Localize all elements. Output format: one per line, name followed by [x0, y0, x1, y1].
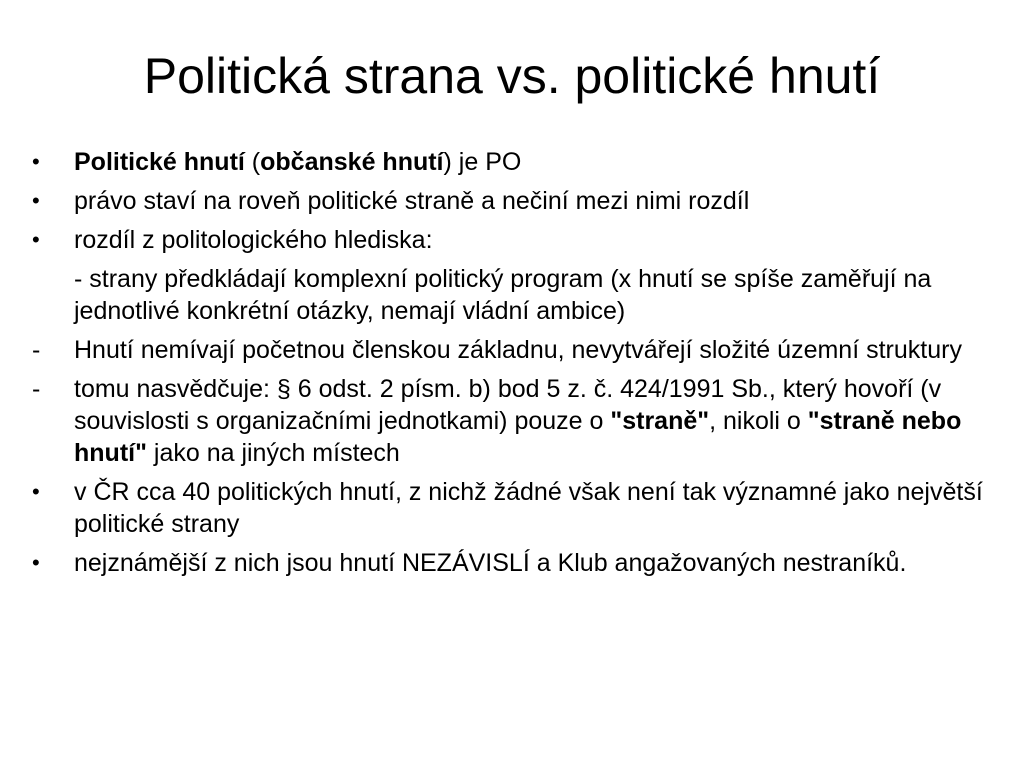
- text-run: ) je PO: [443, 148, 522, 176]
- bullet-marker: •: [32, 479, 40, 504]
- bullet-marker: •: [32, 550, 40, 575]
- bold-term: Politické hnutí: [74, 148, 245, 176]
- slide-title: Politická strana vs. politické hnutí: [143, 48, 881, 104]
- bold-term: občanské hnutí: [260, 148, 444, 176]
- dash-marker: -: [32, 375, 41, 403]
- list-item: [30, 334, 990, 366]
- bullet-marker: •: [32, 188, 40, 213]
- item-text: nejznámější z nich jsou hnutí NEZÁVISLÍ a Klub angažovaných nestraníků.: [74, 549, 907, 577]
- bullet-marker: •: [32, 227, 40, 252]
- item-text: [74, 375, 961, 467]
- text-run: , nikoli o: [709, 407, 808, 435]
- list-item: [30, 185, 990, 217]
- list-item: [30, 373, 990, 469]
- list-item: [30, 146, 990, 178]
- item-text: rozdíl z politologického hlediska:: [74, 226, 433, 254]
- item-text: právo staví na roveň politické straně a nečiní mezi nimi rozdíl: [74, 187, 750, 215]
- item-text: Hnutí nemívají početnou členskou základnu, nevytvářejí složité územní struktury: [74, 336, 962, 364]
- item-text: - strany předkládají komplexní politický program (x hnutí se spíše zaměřují na jednotlivé konkrétní otázky, nemají vládní ambice): [74, 265, 932, 325]
- list-item-continuation: [30, 263, 990, 327]
- list-item: [30, 476, 990, 540]
- text-run: (: [244, 148, 261, 176]
- item-text: [74, 148, 521, 176]
- dash-marker: -: [32, 336, 41, 364]
- bullet-marker: •: [32, 149, 40, 174]
- text-run: jako na jiných místech: [146, 439, 400, 467]
- bold-term: "straně": [610, 407, 710, 435]
- list-item: [30, 224, 990, 256]
- list-item: [30, 547, 990, 579]
- slide-content: [30, 146, 990, 586]
- bold-term: "straně nebo hnutí": [74, 407, 962, 467]
- text-run: tomu nasvědčuje: § 6 odst. 2 písm. b) bod 5 z. č. 424/1991 Sb., který hovoří (v souvislosti s organizačními jednotkami) pouze o: [74, 375, 942, 435]
- item-text: v ČR cca 40 politických hnutí, z nichž žádné však není tak významné jako největší politické strany: [74, 478, 983, 538]
